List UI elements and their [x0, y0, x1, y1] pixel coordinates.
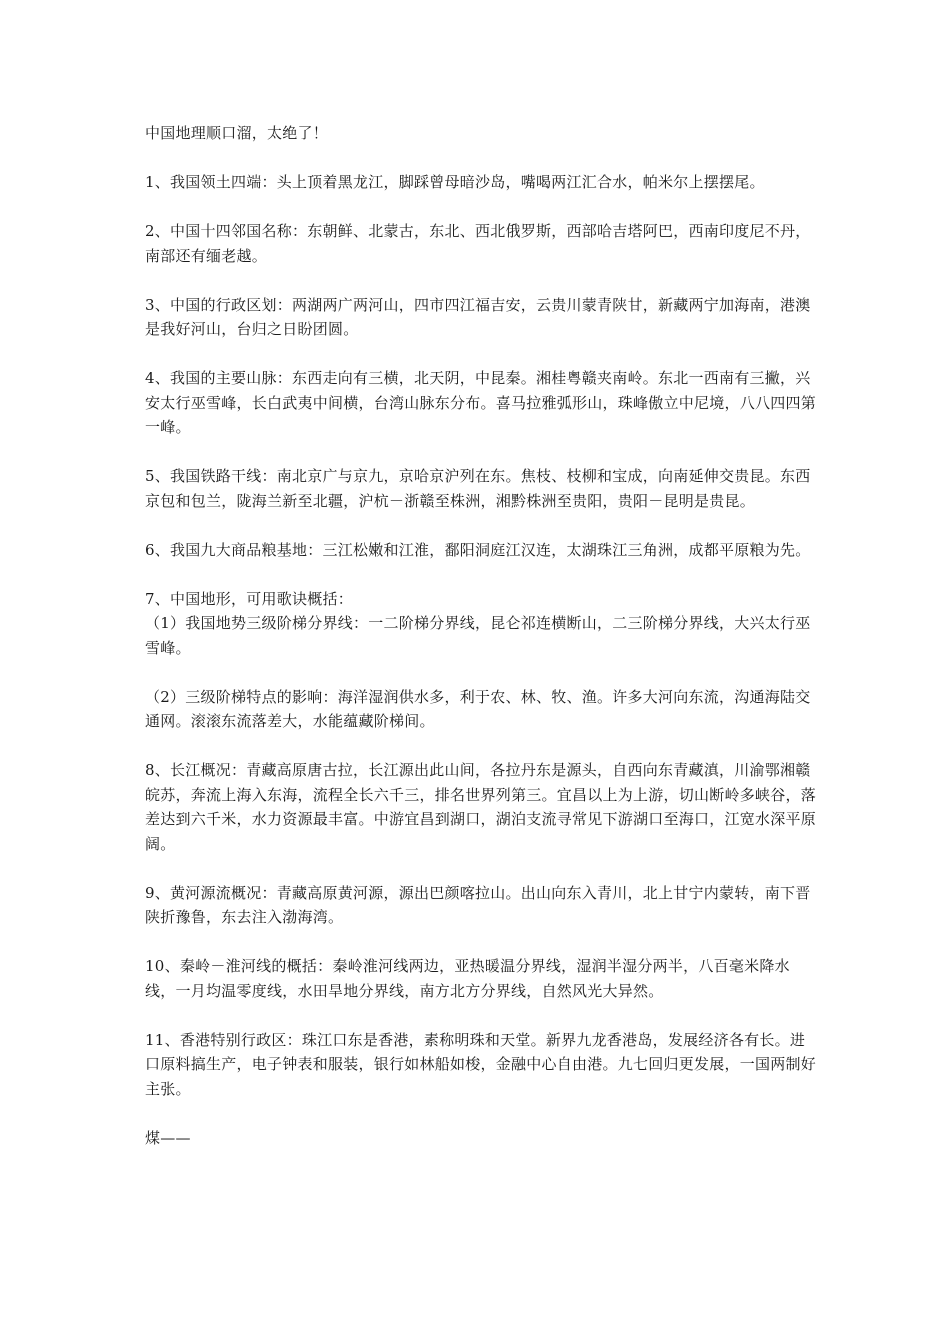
paragraph-3-administrative-divisions: 3、中国的行政区划：两湖两广两河山，四市四江福吉安，云贵川蒙青陕甘，新藏两宁加海南，港澳是我好河山，台归之日盼团圆。 — [145, 295, 811, 338]
paragraph-2-neighbor-countries: 2、中国十四邻国名称：东朝鲜、北蒙古，东北、西北俄罗斯，西部哈吉塔阿巴，西南印度尼不丹，南部还有缅老越。 — [145, 222, 811, 265]
document-body — [145, 121, 820, 1175]
paragraph-7-item-1: （1）我国地势三级阶梯分界线：一二阶梯分界线，昆仑祁连横断山，二三阶梯分界线，大兴太行巫雪峰。 — [145, 614, 811, 657]
paragraph-10-qinling-huaihe: 10、秦岭－淮河线的概括：秦岭淮河线两边，亚热暖温分界线，湿润半湿分两半，八百毫米降水线，一月均温零度线，水田旱地分界线，南方北方分界线，自然风光大异然。 — [145, 957, 790, 1000]
paragraph-9-yellow-river: 9、黄河源流概况：青藏高原黄河源，源出巴颜喀拉山。出山向东入青川，北上甘宁内蒙转，南下晋陕折豫鲁，东去注入渤海湾。 — [145, 883, 811, 926]
paragraph-8-yangtze: 8、长江概况：青藏高原唐古拉，长江源出此山间，各拉丹东是源头，自西向东青藏滇，川渝鄂湘赣皖苏，奔流上海入东海，流程全长六千三，排名世界列第三。宜昌以上为上游，切山断岭多峡谷，落差达到六千米，水力资源最丰富。中游宜昌到湖口，湖泊支流寻常见下游湖口至海口，江宽水深平原阔。 — [145, 761, 817, 853]
paragraph-5-railway-lines: 5、我国铁路干线：南北京广与京九，京哈京沪列在东。焦枝、枝柳和宝成，向南延伸交贵昆。东西京包和包兰，陇海兰新至北疆，沪杭－浙赣至株洲，湘黔株洲至贵阳，贵阳－昆明是贵昆。 — [145, 467, 811, 510]
paragraph-1-territory-extremes: 1、我国领土四端：头上顶着黑龙江，脚踩曾母暗沙岛，嘴喝两江汇合水，帕米尔上摆摆尾。 — [145, 173, 765, 191]
closing-line: 煤—— — [145, 1128, 191, 1147]
paragraph-4-mountain-ranges: 4、我国的主要山脉：东西走向有三横，北天阴，中昆秦。湘桂粤赣夹南岭。东北一西南有三撇，兴安太行巫雪峰，长白武夷中间横，台湾山脉东分布。喜马拉雅弧形山，珠峰傲立中尼境，八八四四第一峰。 — [145, 369, 817, 436]
paragraph-7-heading: 7、中国地形，可用歌诀概括： — [145, 589, 354, 608]
paragraph-7-item-2: （2）三级阶梯特点的影响：海洋湿润供水多，利于农、林、牧、渔。许多大河向东流，沟通海陆交通网。滚滚东流落差大，水能蕴藏阶梯间。 — [145, 687, 811, 730]
paragraph-6-grain-bases: 6、我国九大商品粮基地：三江松嫩和江淮，鄱阳洞庭江汉连，太湖珠江三角洲，成都平原粮为先。 — [145, 540, 811, 559]
paragraph-11-hong-kong: 11、香港特别行政区：珠江口东是香港，素称明珠和天堂。新界九龙香港岛，发展经济各有长。进口原料搞生产，电子钟表和服装，银行如林船如梭，金融中心自由港。九七回归更发展，一国两制好主张。 — [145, 1030, 817, 1098]
document-title: 中国地理顺口溜，太绝了！ — [145, 124, 329, 142]
